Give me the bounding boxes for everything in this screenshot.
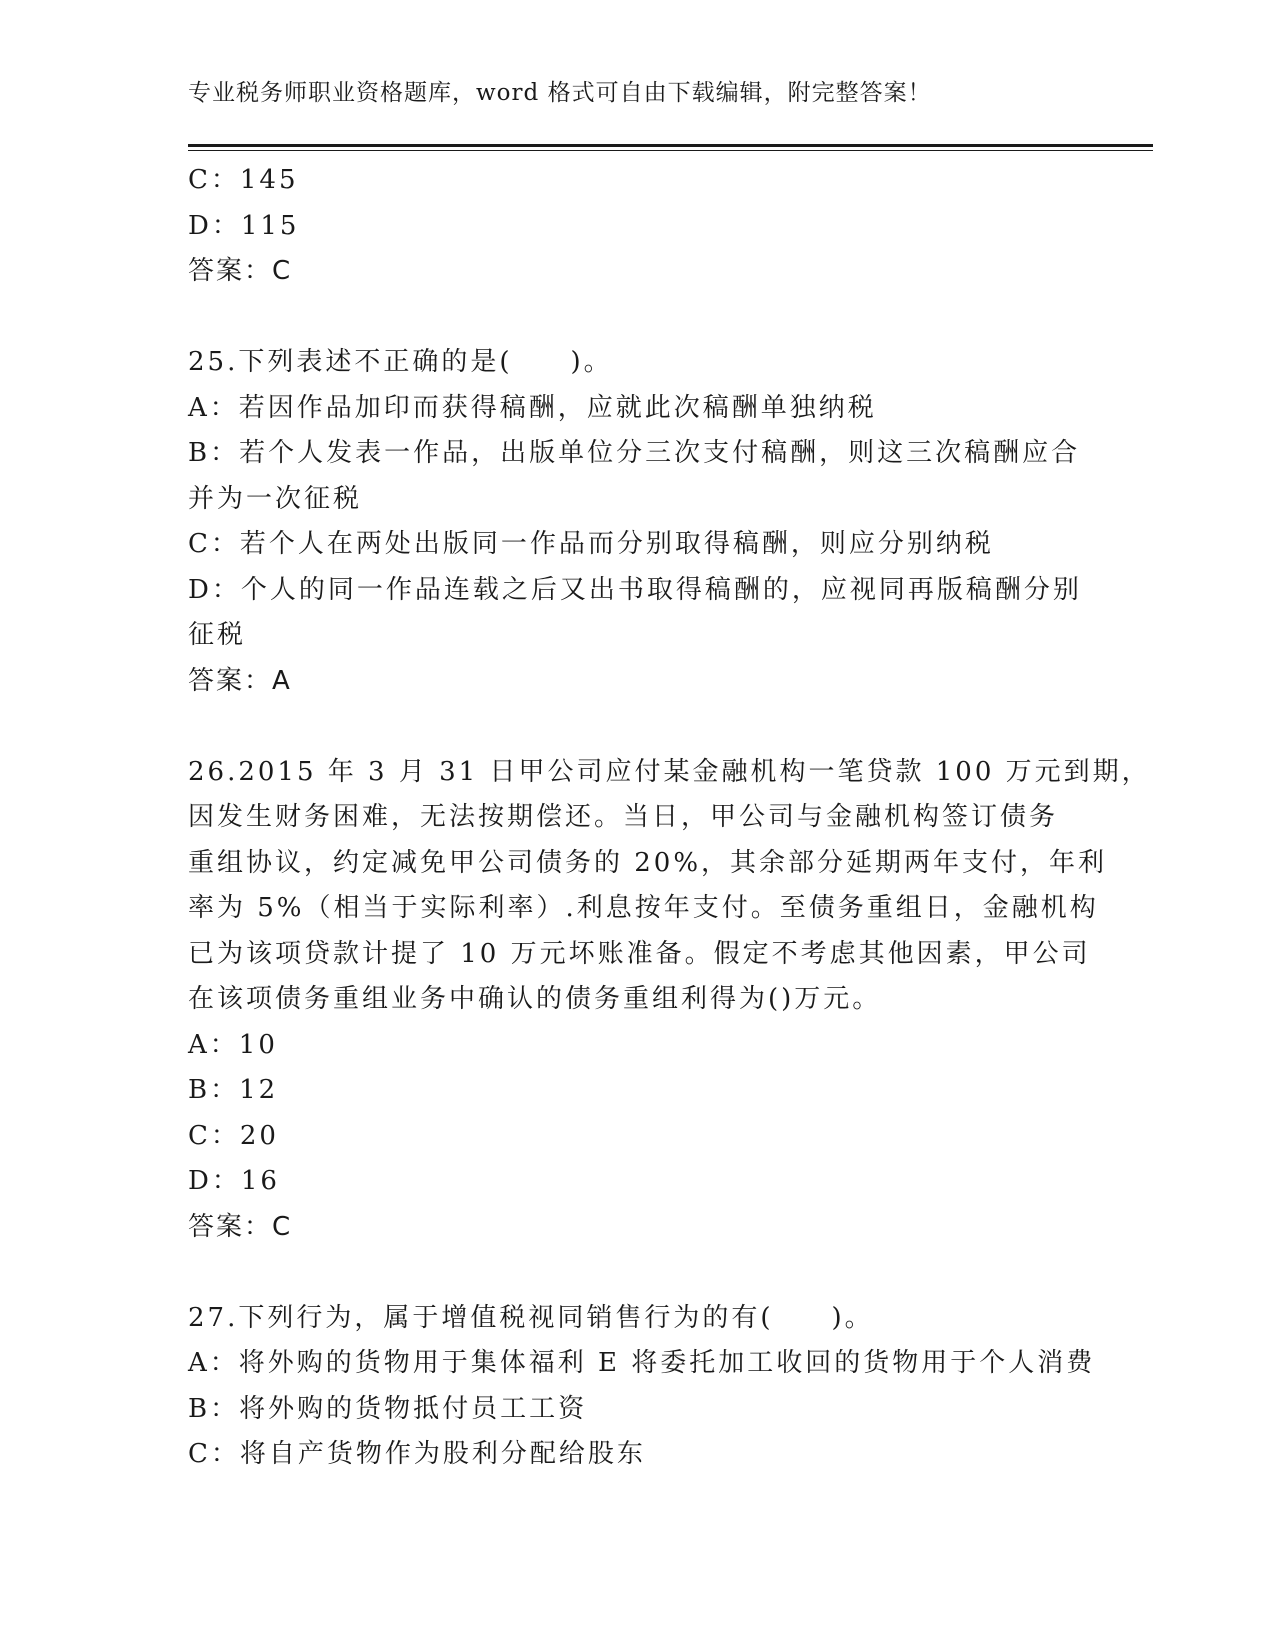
text-line: 25.下列表述不正确的是( )。 xyxy=(188,347,613,377)
paragraph-gap xyxy=(188,295,1068,341)
text-line: A：将外购的货物用于集体福利 E 将委托加工收回的货物用于个人消费 xyxy=(188,1348,1096,1378)
text-line: D：个人的同一作品连载之后又出书取得稿酬的，应视同再版稿酬分别 xyxy=(188,574,1082,605)
paragraph-gap xyxy=(188,704,1068,750)
text-line: 26.2015 年 3 月 31 日甲公司应付某金融机构一笔贷款 100 万元到期， xyxy=(188,756,1151,787)
header-divider-thick xyxy=(188,144,1153,147)
text-line: C：将自产货物作为股利分配给股东 xyxy=(188,1439,646,1469)
text-line: B：将外购的货物抵付员工工资 xyxy=(188,1393,588,1424)
answer-line: 答案：C xyxy=(188,1211,293,1242)
text-line: A：若因作品加印而获得稿酬，应就此次稿酬单独纳税 xyxy=(188,392,877,423)
document-body xyxy=(188,158,1151,1478)
text-line: B：若个人发表一作品，出版单位分三次支付稿酬，则这三次稿酬应合 xyxy=(188,438,1081,468)
text-line: C：145 xyxy=(188,165,299,195)
text-line: 并为一次征税 xyxy=(188,483,363,514)
answer-line: 答案：A xyxy=(188,665,292,696)
text-line: 因发生财务困难，无法按期偿还。当日，甲公司与金融机构签订债务 xyxy=(188,802,1059,832)
page-header: 专业税务师职业资格题库，word 格式可自由下载编辑，附完整答案！ xyxy=(188,80,932,106)
text-line: 已为该项贷款计提了 10 万元坏账准备。假定不考虑其他因素，甲公司 xyxy=(188,938,1091,969)
text-line: 率为 5%（相当于实际利率）.利息按年支付。至债务重组日，金融机构 xyxy=(188,893,1099,923)
text-line: D：16 xyxy=(188,1166,280,1196)
text-line: 在该项债务重组业务中确认的债务重组利得为()万元。 xyxy=(188,984,882,1014)
text-line: B：12 xyxy=(188,1075,279,1105)
text-line: C：若个人在两处出版同一作品而分别取得稿酬，则应分别纳税 xyxy=(188,529,994,559)
paragraph-gap xyxy=(188,1250,1068,1296)
text-line: 27.下列行为，属于增值税视同销售行为的有( )。 xyxy=(188,1302,874,1333)
text-line: A：10 xyxy=(188,1029,278,1060)
text-line: 重组协议，约定减免甲公司债务的 20%，其余部分延期两年支付，年利 xyxy=(188,847,1108,878)
text-line: D：115 xyxy=(188,210,300,241)
answer-line: 答案：C xyxy=(188,256,293,286)
header-divider-thin xyxy=(188,150,1153,151)
text-line: 征税 xyxy=(188,620,247,650)
text-line: C：20 xyxy=(188,1120,279,1151)
